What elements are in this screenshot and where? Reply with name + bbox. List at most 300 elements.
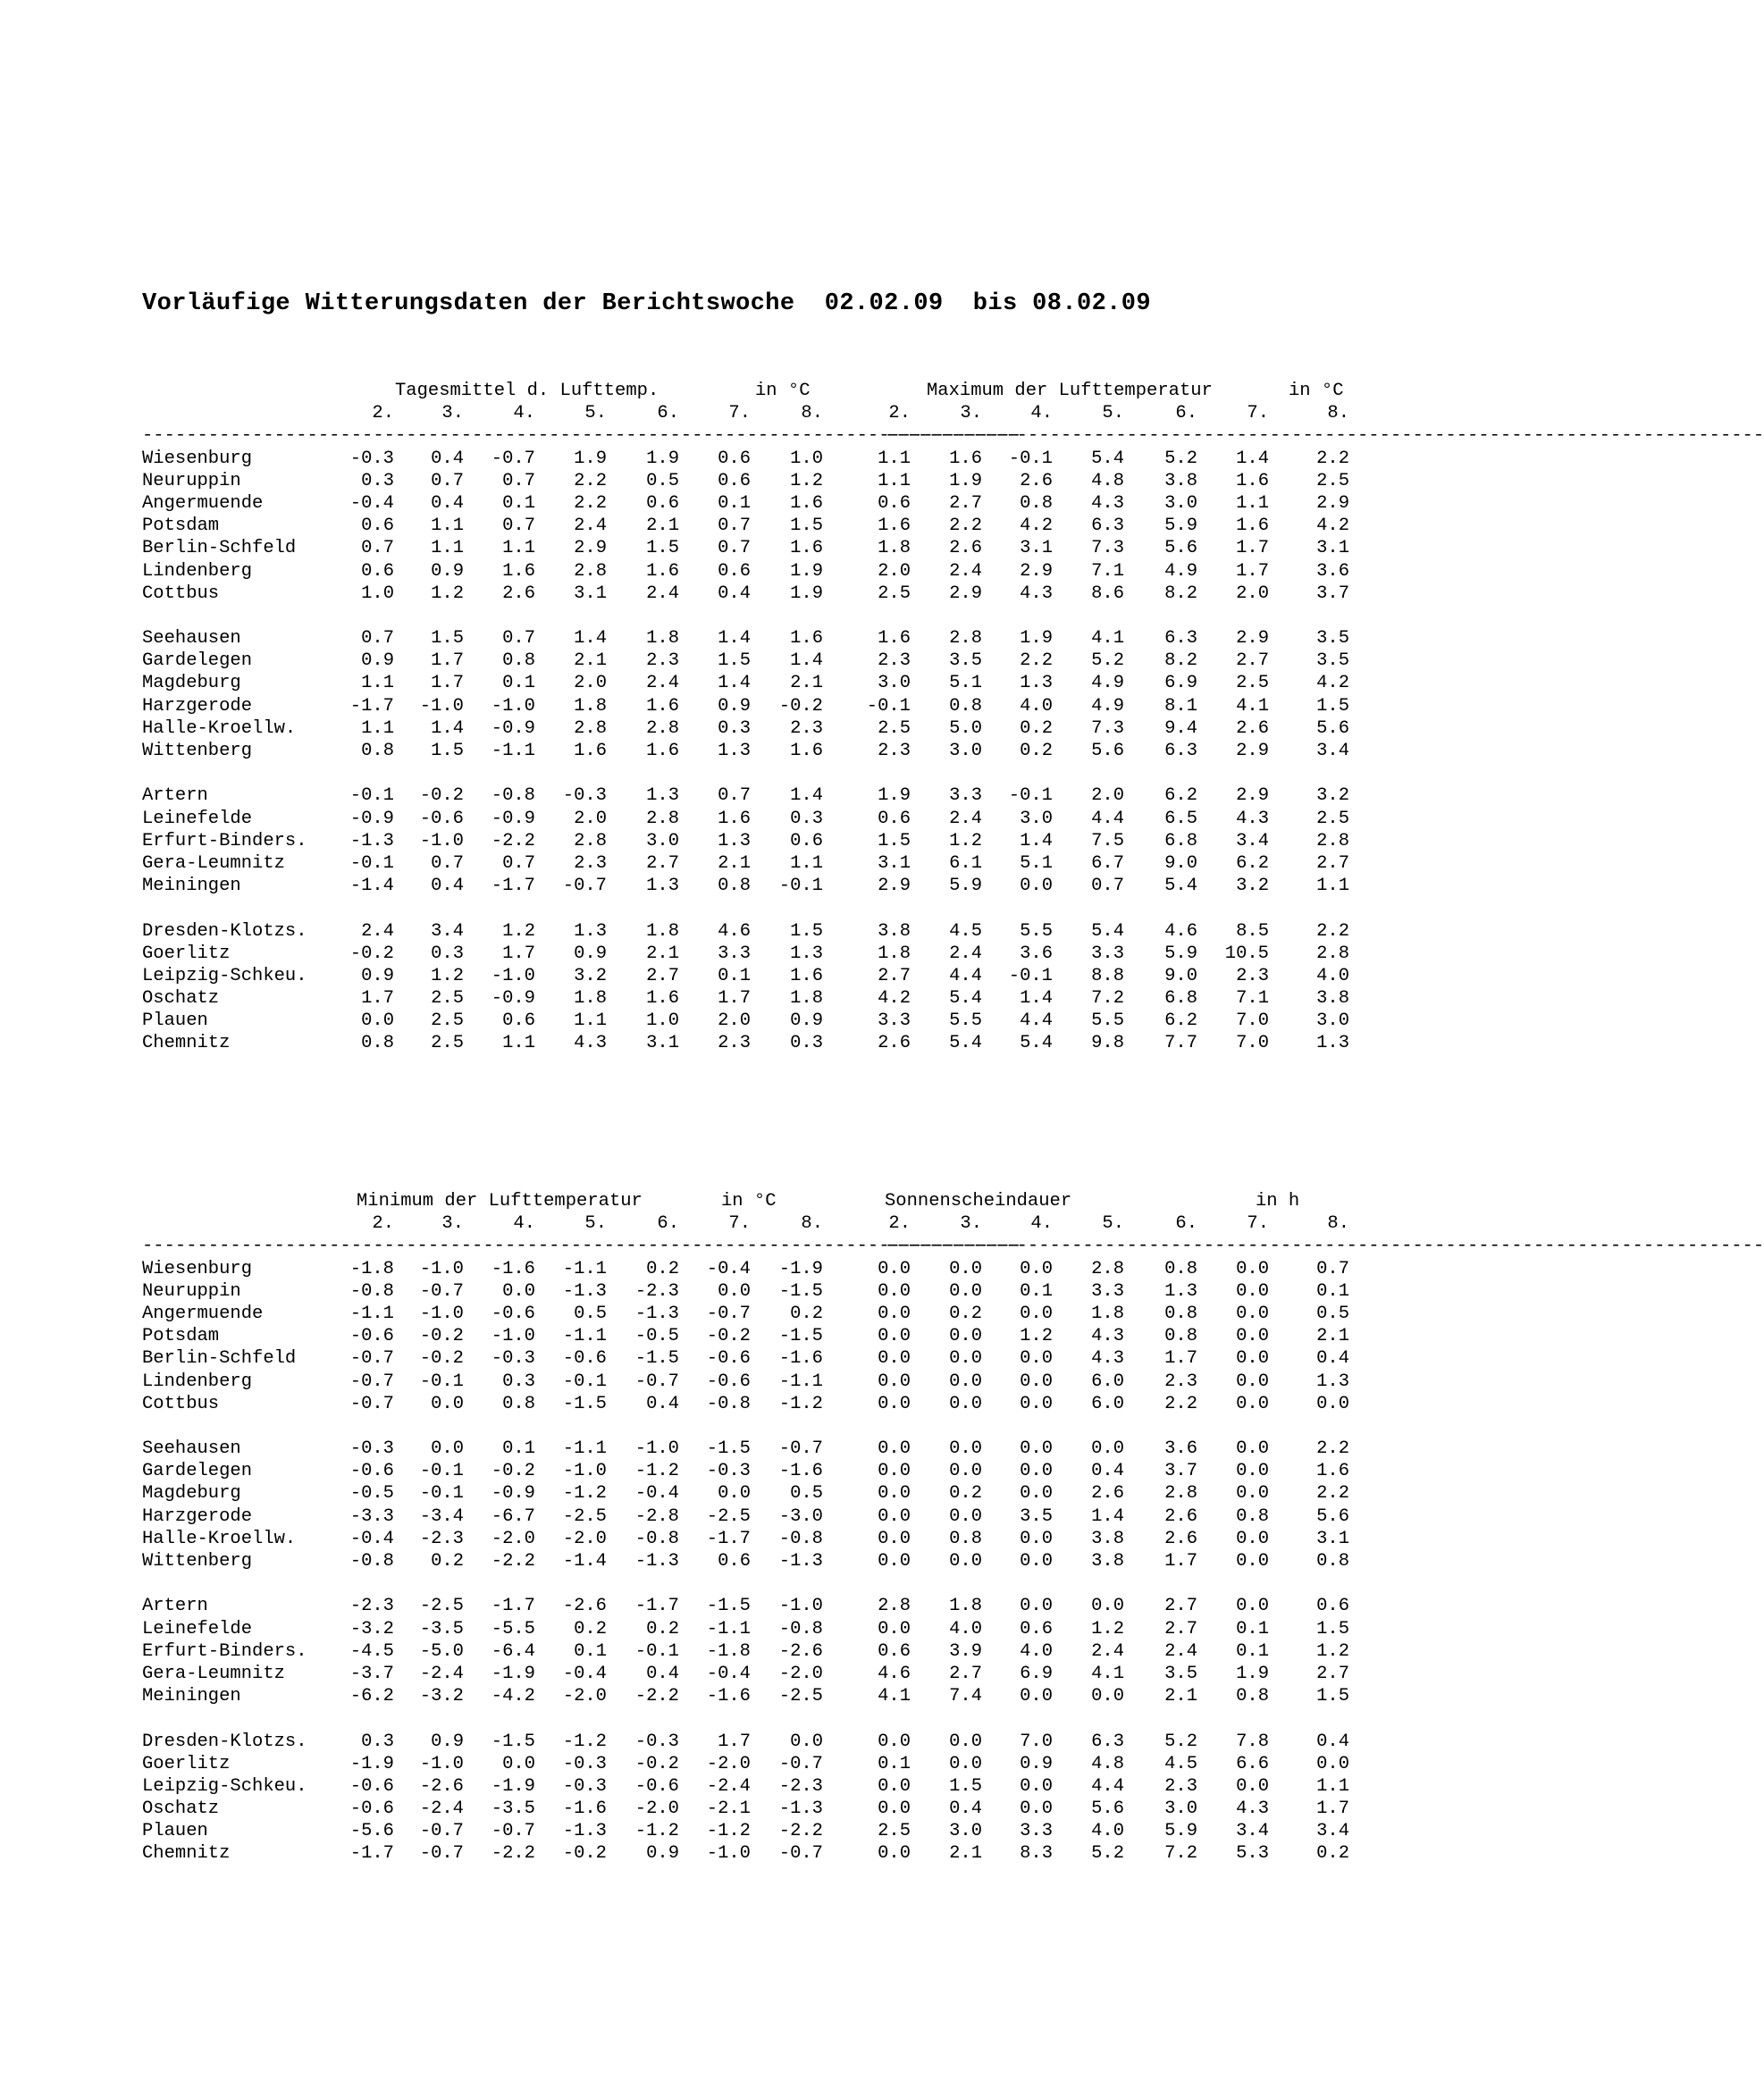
max-value: 1.5 [1316, 695, 1349, 717]
station-name: Chemnitz [142, 1843, 231, 1865]
station-name: Leinefelde [142, 1618, 253, 1639]
max-value: 5.9 [949, 876, 982, 897]
sun-value: 1.7 [1164, 1348, 1197, 1370]
max-value: 2.4 [949, 560, 982, 582]
min-value: -0.6 [349, 1461, 394, 1482]
station-name: Artern [142, 785, 208, 807]
min-value: -2.6 [419, 1775, 464, 1797]
mean-value: -0.3 [562, 785, 607, 807]
min-value: -0.7 [778, 1843, 823, 1865]
sun-value: 1.1 [1316, 1775, 1349, 1797]
mean-value: 1.6 [790, 741, 823, 761]
max-value: 3.5 [949, 650, 982, 672]
max-value: 1.9 [1020, 628, 1053, 650]
group-spacer [0, 897, 1477, 919]
min-value: -0.8 [778, 1618, 823, 1639]
max-value: 8.2 [1164, 583, 1197, 604]
mean-value: 0.1 [718, 492, 751, 514]
mean-heading: Tagesmittel d. Lufttemp. [395, 381, 659, 401]
mean-value: 3.3 [718, 943, 751, 964]
max-value: 6.3 [1164, 628, 1197, 650]
max-value: 4.9 [1091, 673, 1124, 694]
station-name: Berlin-Schfeld [142, 538, 297, 559]
mean-value: -0.2 [778, 695, 823, 717]
mean-value: 2.2 [574, 492, 607, 514]
sun-value: 0.0 [949, 1393, 982, 1414]
sun-value: 3.6 [1164, 1438, 1197, 1460]
max-value: 5.6 [1316, 717, 1349, 739]
max-value: 7.1 [1236, 988, 1269, 1010]
mean-value: 1.6 [646, 560, 679, 582]
sun-value: 0.0 [1236, 1258, 1269, 1279]
sun-value: 2.2 [1164, 1393, 1197, 1414]
max-value: 2.6 [1020, 470, 1053, 491]
min-value: 0.4 [646, 1393, 679, 1414]
mean-value: 3.2 [574, 965, 607, 986]
station-name: Dresden-Klotzs. [142, 920, 307, 942]
mean-value: 0.7 [361, 538, 394, 559]
table-row [0, 717, 1477, 740]
table-row [0, 1798, 1477, 1820]
mean-value: -1.0 [491, 695, 535, 717]
min-value: -0.4 [349, 1528, 394, 1549]
mean-value: 1.1 [502, 538, 535, 559]
group-spacer [0, 1707, 1477, 1730]
mean-value: 1.4 [718, 673, 751, 694]
sun-value: 0.0 [1316, 1393, 1349, 1414]
table-row [0, 943, 1477, 965]
max-value: 6.7 [1091, 852, 1124, 874]
max-value: 2.2 [1316, 920, 1349, 942]
min-value: -0.6 [349, 1799, 394, 1820]
mean-value: 1.8 [646, 920, 679, 942]
min-value: -2.3 [349, 1596, 394, 1617]
mean-value: 1.6 [790, 492, 823, 514]
max-value: 5.9 [1164, 943, 1197, 964]
max-value: 2.0 [878, 560, 911, 582]
station-name: Lindenberg [142, 560, 253, 582]
day-header-row [0, 402, 1477, 424]
mean-value: 1.3 [790, 943, 823, 964]
min-value: 0.3 [361, 1731, 394, 1752]
station-name: Cottbus [142, 1393, 220, 1414]
min-value: -3.7 [349, 1663, 394, 1684]
mean-value: 2.5 [431, 1010, 464, 1032]
max-value: 2.0 [1236, 583, 1269, 604]
mean-value: 1.3 [574, 920, 607, 942]
mean-value: 1.5 [431, 628, 464, 650]
max-value: 3.1 [1020, 538, 1053, 559]
mean-value: 0.6 [718, 448, 751, 469]
mean-value: -0.6 [419, 808, 464, 829]
max-value: 3.2 [1236, 876, 1269, 897]
day-label: 8. [801, 1213, 823, 1235]
sun-value: 0.0 [1091, 1596, 1124, 1617]
sun-value: 2.4 [1091, 1640, 1124, 1662]
station-name: Halle-Kroellw. [142, 717, 297, 739]
max-value: 2.9 [1236, 628, 1269, 650]
min-value: 0.0 [502, 1280, 535, 1302]
min-value: -2.0 [634, 1799, 679, 1820]
min-value: -0.2 [419, 1326, 464, 1347]
min-value: -2.2 [491, 1843, 535, 1865]
sun-value: 2.4 [1164, 1640, 1197, 1662]
mean-value: 2.2 [574, 470, 607, 491]
max-value: 5.6 [1164, 538, 1197, 559]
table-row [0, 1685, 1477, 1707]
max-value: 1.3 [1316, 1033, 1349, 1054]
min-value: -0.7 [349, 1348, 394, 1370]
max-value: 4.4 [1020, 1010, 1053, 1032]
min-value: 0.9 [646, 1843, 679, 1865]
mean-value: 1.2 [502, 920, 535, 942]
max-value: 1.3 [1020, 673, 1053, 694]
group-spacer [0, 762, 1477, 784]
max-value: 3.7 [1316, 583, 1349, 604]
min-value: -0.2 [634, 1753, 679, 1774]
mean-value: 2.8 [646, 808, 679, 829]
max-value: 3.0 [1164, 492, 1197, 514]
max-value: 5.5 [1091, 1010, 1124, 1032]
min-value: -5.6 [349, 1821, 394, 1842]
min-value: -1.5 [634, 1348, 679, 1370]
mean-value: 1.7 [502, 943, 535, 964]
table-row [0, 537, 1477, 559]
sun-value: 5.6 [1316, 1505, 1349, 1527]
sun-value: 0.1 [1020, 1280, 1053, 1302]
mean-value: 1.1 [431, 516, 464, 537]
sun-value: 2.3 [1164, 1775, 1197, 1797]
max-value: 3.6 [1316, 560, 1349, 582]
mean-value: 0.7 [502, 628, 535, 650]
min-value: 0.0 [718, 1280, 751, 1302]
mean-value: 2.8 [574, 560, 607, 582]
min-value: -1.9 [491, 1775, 535, 1797]
mean-value: -0.1 [349, 852, 394, 874]
station-name: Chemnitz [142, 1033, 231, 1054]
max-value: 8.5 [1236, 920, 1269, 942]
min-value: 0.5 [790, 1483, 823, 1505]
station-name: Potsdam [142, 516, 220, 537]
sun-value: 4.6 [878, 1663, 911, 1684]
min-value: -2.0 [778, 1663, 823, 1684]
mean-value: -0.9 [491, 717, 535, 739]
mean-value: 0.3 [718, 717, 751, 739]
min-value: -0.1 [419, 1371, 464, 1392]
sun-value: 3.8 [1091, 1528, 1124, 1549]
min-value: -2.0 [562, 1686, 607, 1707]
min-value: -0.3 [706, 1461, 751, 1482]
mean-value: 1.2 [431, 583, 464, 604]
sun-value: 2.1 [949, 1843, 982, 1865]
sun-value: 5.2 [1164, 1731, 1197, 1752]
mean-value: 1.1 [361, 673, 394, 694]
min-value: 0.1 [502, 1438, 535, 1460]
mean-value: 2.8 [574, 717, 607, 739]
mean-value: 0.7 [502, 852, 535, 874]
max-value: 9.8 [1091, 1033, 1124, 1054]
min-value: -0.6 [706, 1348, 751, 1370]
sun-value: 0.0 [1316, 1753, 1349, 1774]
station-name: Neuruppin [142, 470, 241, 491]
max-value: 7.2 [1091, 988, 1124, 1010]
min-value: -1.2 [562, 1483, 607, 1505]
sun-value: 0.0 [878, 1371, 911, 1392]
sun-value: 0.0 [1020, 1438, 1053, 1460]
mean-value: -1.7 [491, 876, 535, 897]
sun-value: 0.0 [1020, 1348, 1053, 1370]
max-value: 4.2 [1020, 516, 1053, 537]
max-value: -0.1 [866, 695, 911, 717]
mean-value: 2.1 [574, 650, 607, 672]
station-name: Erfurt-Binders. [142, 1640, 307, 1662]
min-value: -0.8 [706, 1393, 751, 1414]
table-row [0, 1618, 1477, 1640]
mean-value: 3.4 [431, 920, 464, 942]
day-label: 7. [728, 403, 751, 424]
min-value: -1.0 [419, 1303, 464, 1324]
max-value: 1.6 [878, 516, 911, 537]
min-value: -0.3 [562, 1775, 607, 1797]
min-value: -1.5 [706, 1596, 751, 1617]
min-value: -1.7 [491, 1596, 535, 1617]
max-value: 3.8 [1164, 470, 1197, 491]
mean-value: 2.1 [718, 852, 751, 874]
mean-value: 2.8 [574, 830, 607, 851]
min-value: -0.2 [491, 1461, 535, 1482]
min-value: -1.3 [778, 1551, 823, 1572]
table-row [0, 627, 1477, 650]
max-value: 1.4 [1236, 448, 1269, 469]
sun-value: 0.0 [1236, 1280, 1269, 1302]
max-value: 6.3 [1091, 516, 1124, 537]
sun-value: 3.9 [949, 1640, 982, 1662]
sun-value: 0.8 [1164, 1303, 1197, 1324]
mean-value: 1.9 [790, 560, 823, 582]
mean-value: 3.1 [646, 1033, 679, 1054]
max-value: 1.9 [949, 470, 982, 491]
mean-value: 2.4 [574, 516, 607, 537]
max-value: 2.3 [878, 650, 911, 672]
max-value: 8.1 [1164, 695, 1197, 717]
mean-value: 0.7 [718, 516, 751, 537]
sun-value: 6.9 [1020, 1663, 1053, 1684]
max-value: 5.4 [1020, 1033, 1053, 1054]
sun-value: 0.4 [1316, 1731, 1349, 1752]
min-value: -0.6 [349, 1775, 394, 1797]
max-value: 4.2 [1316, 673, 1349, 694]
sun-value: 0.0 [1020, 1461, 1053, 1482]
mean-value: 0.1 [502, 673, 535, 694]
min-value: -3.0 [778, 1505, 823, 1527]
table-row [0, 1820, 1477, 1842]
min-value: 0.2 [790, 1303, 823, 1324]
mean-value: 1.6 [790, 965, 823, 986]
station-name: Neuruppin [142, 1280, 241, 1302]
sun-value: 1.8 [949, 1596, 982, 1617]
mean-value: 0.7 [431, 470, 464, 491]
min-value: -1.0 [706, 1843, 751, 1865]
mean-value: -0.1 [349, 785, 394, 807]
min-value: -6.2 [349, 1686, 394, 1707]
table-row [0, 492, 1477, 515]
max-value: 5.4 [949, 988, 982, 1010]
max-value: 1.1 [1236, 492, 1269, 514]
max-value: 3.1 [1316, 538, 1349, 559]
mean-value: 2.3 [574, 852, 607, 874]
mean-value: 1.1 [361, 717, 394, 739]
station-name: Angermuende [142, 492, 264, 514]
table-row [0, 965, 1477, 987]
min-value: -0.7 [419, 1280, 464, 1302]
table-row [0, 740, 1477, 762]
station-name: Harzgerode [142, 1505, 253, 1527]
min-value: 1.7 [718, 1731, 751, 1752]
day-label: 5. [1102, 403, 1124, 424]
max-value: 1.6 [878, 628, 911, 650]
mean-value: 1.0 [361, 583, 394, 604]
mean-unit: in °C [755, 381, 811, 401]
min-value: -6.7 [491, 1505, 535, 1527]
sun-value: 1.2 [1091, 1618, 1124, 1639]
min-value: 0.2 [646, 1618, 679, 1639]
min-value: -1.9 [349, 1753, 394, 1774]
sun-value: 0.0 [1091, 1438, 1124, 1460]
sun-value: 6.6 [1236, 1753, 1269, 1774]
mean-value: 4.3 [574, 1033, 607, 1054]
station-name: Wittenberg [142, 741, 253, 761]
max-value: 0.0 [1020, 876, 1053, 897]
table-row [0, 1438, 1477, 1460]
min-value: -0.4 [634, 1483, 679, 1505]
sun-value: 5.9 [1164, 1821, 1197, 1842]
table-row [0, 1528, 1477, 1550]
mean-value: 1.9 [790, 583, 823, 604]
max-value: 6.8 [1164, 988, 1197, 1010]
min-value: -1.0 [778, 1596, 823, 1617]
mean-value: 1.1 [502, 1033, 535, 1054]
min-value: -2.5 [778, 1686, 823, 1707]
mean-value: 2.0 [574, 673, 607, 694]
min-value: -1.5 [562, 1393, 607, 1414]
max-value: 1.7 [1236, 560, 1269, 582]
station-name: Gardelegen [142, 650, 253, 672]
station-name: Artern [142, 1596, 208, 1617]
max-value: 4.1 [1236, 695, 1269, 717]
min-value: -5.5 [491, 1618, 535, 1639]
mean-value: 0.4 [718, 583, 751, 604]
sun-value: 5.2 [1091, 1843, 1124, 1865]
min-value: -1.6 [562, 1799, 607, 1820]
min-value: -0.4 [706, 1258, 751, 1279]
min-value: -1.5 [706, 1438, 751, 1460]
min-value: 0.0 [502, 1753, 535, 1774]
max-value: 8.8 [1091, 965, 1124, 986]
min-value: -0.6 [491, 1303, 535, 1324]
mean-value: 3.0 [646, 830, 679, 851]
sun-value: 0.0 [1236, 1461, 1269, 1482]
sun-value: 2.6 [1164, 1528, 1197, 1549]
day-label: 4. [513, 1213, 535, 1235]
sun-value: 0.0 [1020, 1393, 1053, 1414]
sun-value: 4.0 [949, 1618, 982, 1639]
sun-value: 0.0 [1236, 1596, 1269, 1617]
sun-value: 0.2 [949, 1303, 982, 1324]
sun-value: 0.0 [1236, 1438, 1269, 1460]
max-value: 4.4 [1091, 808, 1124, 829]
min-value: -1.5 [778, 1326, 823, 1347]
table-row [0, 1393, 1477, 1415]
mean-value: 1.4 [790, 650, 823, 672]
sun-value: 0.0 [878, 1551, 911, 1572]
day-label: 2. [888, 1213, 911, 1235]
max-value: 6.1 [949, 852, 982, 874]
mean-value: 0.8 [361, 741, 394, 761]
sun-value: 3.1 [1316, 1528, 1349, 1549]
min-value: -0.7 [491, 1821, 535, 1842]
mean-value: 0.6 [646, 492, 679, 514]
mean-value: 2.1 [646, 943, 679, 964]
sun-value: 0.0 [878, 1731, 911, 1752]
station-name: Magdeburg [142, 673, 241, 694]
mean-value: 2.1 [646, 516, 679, 537]
max-value: 5.1 [1020, 852, 1053, 874]
mean-value: 1.6 [574, 741, 607, 761]
max-value: 4.2 [1316, 516, 1349, 537]
sun-value: 0.8 [1236, 1686, 1269, 1707]
min-value: -1.4 [562, 1551, 607, 1572]
station-name: Harzgerode [142, 695, 253, 717]
sun-value: 2.1 [1316, 1326, 1349, 1347]
sun-value: 0.0 [1236, 1483, 1269, 1505]
sun-value: 0.0 [1020, 1686, 1053, 1707]
sun-value: 1.6 [1316, 1461, 1349, 1482]
min-value: -0.2 [706, 1326, 751, 1347]
sun-value: 0.0 [878, 1461, 911, 1482]
station-name: Gardelegen [142, 1461, 253, 1482]
mean-value: 2.4 [646, 583, 679, 604]
station-name: Wiesenburg [142, 448, 253, 469]
day-label: 7. [1247, 1213, 1269, 1235]
sun-value: 4.0 [1020, 1640, 1053, 1662]
table-row [0, 1280, 1477, 1303]
sun-value: 2.3 [1164, 1371, 1197, 1392]
mean-value: 1.5 [790, 516, 823, 537]
mean-value: 1.3 [646, 876, 679, 897]
min-value: -0.7 [634, 1371, 679, 1392]
mean-value: -0.7 [491, 448, 535, 469]
station-name: Cottbus [142, 583, 220, 604]
sun-value: 4.1 [878, 1686, 911, 1707]
max-value: 1.5 [878, 830, 911, 851]
mean-value: 1.6 [646, 695, 679, 717]
sun-value: 0.0 [1236, 1775, 1269, 1797]
sun-value: 4.3 [1091, 1348, 1124, 1370]
min-value: -2.2 [778, 1821, 823, 1842]
sun-value: 1.9 [1236, 1663, 1269, 1684]
min-value: -2.5 [706, 1505, 751, 1527]
min-value: -2.0 [562, 1528, 607, 1549]
min-value: 0.0 [431, 1393, 464, 1414]
max-value: 5.5 [1020, 920, 1053, 942]
max-value: 7.0 [1236, 1010, 1269, 1032]
max-value: 1.4 [1020, 988, 1053, 1010]
station-name: Halle-Kroellw. [142, 1528, 297, 1549]
max-value: 2.5 [1236, 673, 1269, 694]
day-header-row [0, 1212, 1477, 1235]
min-value: -0.3 [349, 1438, 394, 1460]
max-value: 0.6 [878, 808, 911, 829]
